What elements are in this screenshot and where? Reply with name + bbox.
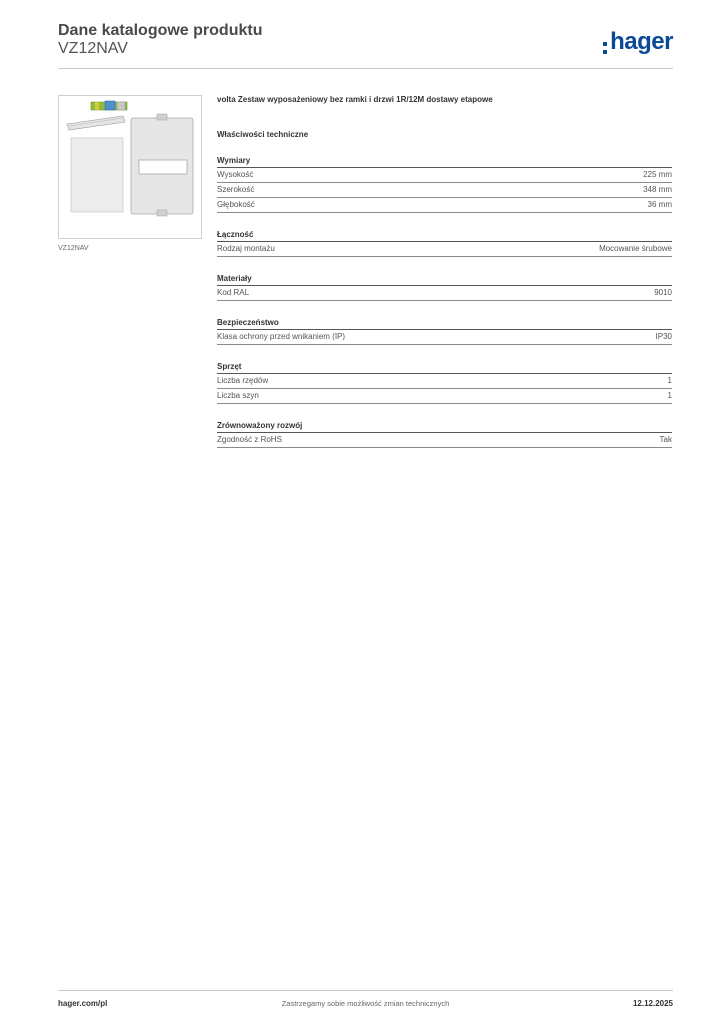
product-content	[217, 95, 672, 463]
property-label: Liczba rzędów	[217, 376, 269, 385]
property-row	[217, 374, 672, 389]
property-label: Zgodność z RoHS	[217, 435, 282, 444]
property-label: Kod RAL	[217, 288, 250, 297]
product-image	[58, 95, 202, 239]
hager-logo	[603, 28, 673, 56]
property-value: Tak	[659, 435, 672, 444]
property-value: 9010	[654, 288, 672, 297]
property-label: Rodzaj montażu	[217, 244, 275, 253]
product-illustration-icon	[59, 96, 201, 238]
group-title: Materiały	[217, 272, 672, 286]
logo-dots-icon	[603, 42, 608, 54]
property-group	[217, 154, 672, 213]
footer-disclaimer: Zastrzegamy sobie możliwość zmian technicznych	[281, 999, 450, 1008]
page-header	[58, 22, 673, 69]
property-row	[217, 286, 672, 301]
product-code: VZ12NAV	[58, 40, 128, 57]
group-title: Sprzęt	[217, 360, 672, 374]
group-title: Wymiary	[217, 154, 672, 168]
property-value: IP30	[655, 332, 672, 341]
property-row	[217, 389, 672, 404]
image-caption: VZ12NAV	[58, 245, 89, 252]
property-value: 225 mm	[643, 170, 672, 179]
product-description: volta Zestaw wyposażeniowy bez ramki i drzwi 1R/12M dostawy etapowe	[217, 95, 493, 104]
property-label: Liczba szyn	[217, 391, 259, 400]
group-title: Łączność	[217, 228, 672, 242]
footer-website: hager.com/pl	[58, 999, 108, 1008]
document-title: Dane katalogowe produktu	[58, 22, 263, 39]
property-label: Klasa ochrony przed wnikaniem (IP)	[217, 332, 346, 341]
property-group	[217, 272, 672, 301]
property-row	[217, 198, 672, 213]
property-groups	[217, 154, 672, 448]
footer-date: 12.12.2025	[632, 999, 673, 1008]
property-group	[217, 360, 672, 404]
property-row	[217, 433, 672, 448]
property-row	[217, 183, 672, 198]
property-value: 1	[667, 376, 672, 385]
technical-properties-title: Właściwości techniczne	[217, 130, 309, 139]
property-group	[217, 419, 672, 448]
property-row	[217, 330, 672, 345]
page-footer	[58, 990, 673, 1012]
group-title: Bezpieczeństwo	[217, 316, 672, 330]
property-value: 348 mm	[643, 185, 672, 194]
property-label: Wysokość	[217, 170, 254, 179]
property-value: Mocowanie śrubowe	[599, 244, 672, 253]
group-title: Zrównoważony rozwój	[217, 419, 672, 433]
logo-text: hager	[610, 28, 673, 55]
property-row	[217, 242, 672, 257]
property-label: Szerokość	[217, 185, 255, 194]
property-row	[217, 168, 672, 183]
property-group	[217, 316, 672, 345]
property-value: 1	[667, 391, 672, 400]
property-group	[217, 228, 672, 257]
property-value: 36 mm	[647, 200, 672, 209]
property-label: Głębokość	[217, 200, 255, 209]
